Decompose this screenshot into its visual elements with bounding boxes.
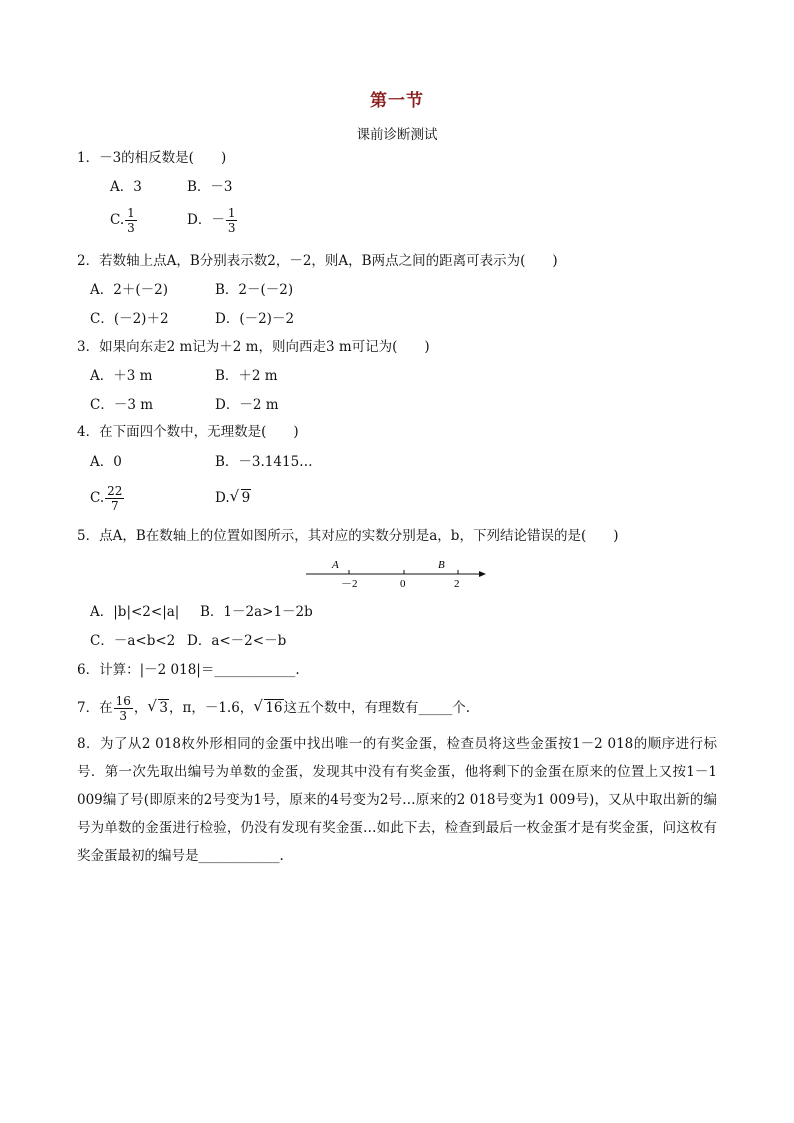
section-title: 第一节 [370, 91, 424, 111]
q7-sqrt-3: √ 3 [147, 697, 168, 716]
q4-option-c [90, 484, 125, 513]
q1-option-d-fraction: $\frac{1}{3}$ [227, 206, 236, 235]
q3-option-a: A．＋3 m [90, 368, 153, 384]
q2-option-b: B．2－(－2) [215, 282, 294, 298]
tick-label-minus-2: －2 [341, 578, 358, 590]
q2-option-a: A．2＋(－2) [90, 282, 168, 298]
point-b-label: B [438, 559, 445, 571]
q4-stem: 4．在下面四个数中，无理数是( ) [77, 424, 299, 440]
q3-option-d: D．－2 m [215, 397, 279, 413]
q1-option-c-fraction: $\frac{1}{3}$ [127, 206, 135, 235]
q4-option-d-sqrt: √ 9 [229, 487, 251, 506]
q7-sqrt-16: √ 16 [253, 697, 283, 716]
q1-option-c-label: C. [110, 212, 125, 228]
q1-option-d-label: D．－ [187, 212, 225, 228]
q7-fraction: $\frac{16}{3}$ [115, 694, 131, 723]
q4-option-a: A．0 [90, 454, 122, 470]
number-line-figure [300, 556, 490, 592]
q1-option-b: B．－3 [187, 179, 233, 195]
q5-option-c: C．－a<b<2 [90, 633, 176, 649]
q4-option-d-label: D. [215, 490, 230, 506]
q1-option-d [187, 206, 238, 235]
q1-option-a: A．3 [110, 179, 142, 195]
q5-stem: 5．点A，B在数轴上的位置如图所示，其对应的实数分别是a，b，下列结论错误的是( ) [77, 528, 619, 544]
q5-option-b: B．1－2a>1－2b [200, 604, 313, 620]
q4-option-c-label: C. [90, 490, 105, 506]
q2-option-d: D．(－2)－2 [215, 311, 295, 327]
q4-option-c-fraction: $\frac{22}{7}$ [107, 484, 123, 513]
q4-option-d [215, 488, 251, 508]
q2-stem: 2．若数轴上点A，B分别表示数2，－2，则A，B两点之间的距离可表示为( ) [77, 253, 558, 269]
q5-option-a: A．|b|<2<|a| [90, 604, 180, 620]
q3-option-c: C．－3 m [90, 397, 154, 413]
number-line-arrow [479, 571, 486, 577]
q1-option-c [110, 206, 138, 235]
q5-option-d: D．a<－2<－b [187, 633, 287, 649]
q3-option-b: B．＋2 m [215, 368, 278, 384]
q4-option-b: B．－3.1415… [215, 454, 313, 470]
section-subtitle: 课前诊断测试 [356, 127, 438, 143]
q3-stem: 3．如果向东走2 m记为＋2 m，则向西走3 m可记为( ) [77, 339, 430, 355]
tick-label-0: 0 [400, 578, 406, 590]
q1-stem: 1．－3的相反数是( ) [77, 150, 227, 166]
point-a-label: A [332, 559, 339, 571]
q6-stem: 6．计算：|－2 018|＝____________. [77, 662, 300, 678]
q8-stem: 8．为了从2 018枚外形相同的金蛋中找出唯一的有奖金蛋，检查员将这些金蛋按1－2 018的顺序进行标号．第一次先取出编号为单数的金蛋，发现其中没有有奖金蛋，他将剩下的金蛋在原来的位置上又按1－1 009编了号(即原来的2号变为1号，原来的4号变为2号…原来的2 018号变为1 009号)，又从中取出新的编号为单数的金蛋进行检验，仍没有发现有奖金蛋…如此下去，检查到最后一枚金蛋才是有奖金蛋，问这枚有奖金蛋最初的编号是____________. [77, 736, 717, 864]
q2-option-c: C．(－2)＋2 [90, 311, 169, 327]
q7-stem: 7．在 $\frac{16}{3}$ ， √ 3，π，－1.6， √ 16这五个数中，有理数有_____个. [77, 694, 471, 723]
tick-label-2: 2 [454, 578, 460, 590]
